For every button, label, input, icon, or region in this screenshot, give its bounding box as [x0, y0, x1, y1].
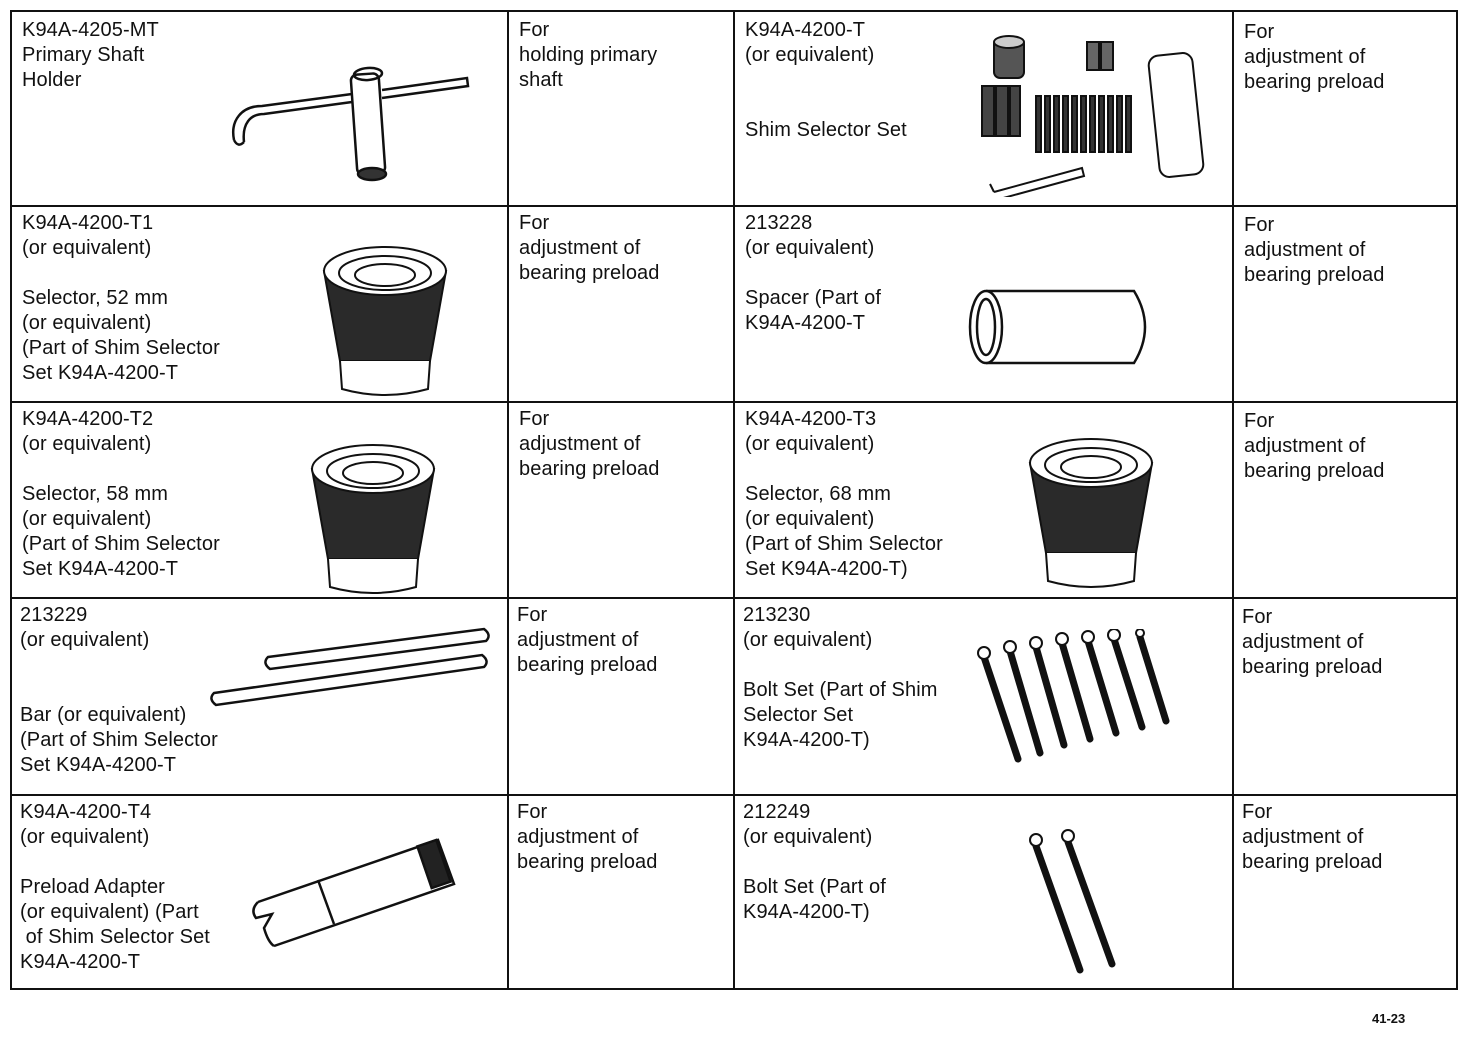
purpose-line: bearing preload [1242, 851, 1383, 873]
purpose-line: For [1244, 21, 1275, 43]
part-description-line: (or equivalent) [745, 508, 875, 530]
part-description-line: Set K94A-4200-T [22, 558, 179, 580]
part-description-line: of Shim Selector Set [20, 926, 210, 948]
part-number: K94A-4200-T1 [22, 212, 154, 234]
part-number: K94A-4200-T4 [20, 801, 152, 823]
part-description-line: (or equivalent) [20, 826, 150, 848]
purpose-line: adjustment of [517, 826, 639, 848]
purpose-line: For [517, 604, 548, 626]
part-description-line: (or equivalent) [22, 433, 152, 455]
part-description-line: K94A-4200-T [20, 951, 141, 973]
purpose-line: adjustment of [1242, 826, 1364, 848]
part-description-line: Selector, 68 mm [745, 483, 892, 505]
part-description-line: Selector, 52 mm [22, 287, 169, 309]
part-description-line: Set K94A-4200-T [20, 754, 177, 776]
shaft-holder-tool-icon [222, 50, 482, 190]
part-description-line: Holder [22, 69, 82, 91]
bar-pair-icon [206, 619, 496, 709]
part-description-line: Preload Adapter [20, 876, 165, 898]
part-description-line: K94A-4200-T [745, 312, 866, 334]
part-description-line: Spacer (Part of [745, 287, 882, 309]
part-description-line: Selector Set [743, 704, 854, 726]
purpose-line: adjustment of [1244, 46, 1366, 68]
selector-knurled-icon [308, 429, 438, 594]
purpose-line: adjustment of [519, 433, 641, 455]
part-description-line: (or equivalent) [20, 629, 150, 651]
purpose-line: holding primary [519, 44, 658, 66]
purpose-line: For [517, 801, 548, 823]
part-number: 213229 [20, 604, 88, 626]
part-description-line: (or equivalent) [22, 312, 152, 334]
part-description-line: (or equivalent) [22, 237, 152, 259]
part-number: 213228 [745, 212, 813, 234]
purpose-line: For [519, 408, 550, 430]
part-description-line: (or equivalent) [745, 237, 875, 259]
purpose-line: bearing preload [1244, 71, 1385, 93]
part-description-line: K94A-4200-T) [743, 729, 870, 751]
bolt-set-two-icon [1018, 824, 1138, 974]
part-description-line: (or equivalent) [745, 433, 875, 455]
part-description-line: Bar (or equivalent) [20, 704, 187, 726]
purpose-line: bearing preload [519, 458, 660, 480]
part-number: K94A-4200-T2 [22, 408, 154, 430]
selector-knurled-icon [320, 231, 450, 396]
part-description-line: Shim Selector Set [745, 119, 907, 141]
shim-selector-set-icon [972, 32, 1212, 197]
part-description-line: Set K94A-4200-T) [745, 558, 908, 580]
table-row [12, 796, 1456, 988]
purpose-line: For [1242, 801, 1273, 823]
part-description-line: Bolt Set (Part of Shim [743, 679, 938, 701]
purpose-line: adjustment of [517, 629, 639, 651]
part-description-line: Primary Shaft [22, 44, 145, 66]
purpose-line: bearing preload [1244, 460, 1385, 482]
page-number: 41-23 [1372, 1011, 1406, 1026]
table-row [12, 599, 1456, 794]
purpose-line: For [1242, 606, 1273, 628]
part-number: 213230 [743, 604, 811, 626]
part-description-line: (Part of Shim Selector [745, 533, 943, 555]
preload-adapter-icon [248, 832, 478, 952]
purpose-line: adjustment of [1244, 435, 1366, 457]
purpose-line: bearing preload [519, 262, 660, 284]
part-description-line: (Part of Shim Selector [22, 337, 220, 359]
spacer-tube-icon [964, 283, 1164, 373]
part-description-line: (Part of Shim Selector [20, 729, 218, 751]
tool-table [10, 10, 1458, 990]
part-description-line: K94A-4200-T) [743, 901, 870, 923]
part-number: K94A-4205-MT [22, 19, 159, 41]
bolt-set-seven-icon [970, 629, 1220, 769]
purpose-line: shaft [519, 69, 563, 91]
part-description-line: (or equivalent) [745, 44, 875, 66]
purpose-line: bearing preload [1244, 264, 1385, 286]
part-description-line: (or equivalent) [743, 629, 873, 651]
part-description-line: Selector, 58 mm [22, 483, 169, 505]
purpose-line: adjustment of [519, 237, 641, 259]
part-number: K94A-4200-T3 [745, 408, 877, 430]
table-row [12, 12, 1456, 205]
part-number: 212249 [743, 801, 811, 823]
table-row [12, 403, 1456, 597]
purpose-line: For [1244, 214, 1275, 236]
table-row [12, 207, 1456, 401]
purpose-line: For [1244, 410, 1275, 432]
purpose-line: For [519, 212, 550, 234]
part-number: K94A-4200-T [745, 19, 866, 41]
purpose-line: bearing preload [1242, 656, 1383, 678]
part-description-line: (or equivalent) (Part [20, 901, 199, 923]
purpose-line: adjustment of [1244, 239, 1366, 261]
purpose-line: bearing preload [517, 851, 658, 873]
part-description-line: (Part of Shim Selector [22, 533, 220, 555]
purpose-line: For [519, 19, 550, 41]
part-description-line: Bolt Set (Part of [743, 876, 886, 898]
part-description-line: Set K94A-4200-T [22, 362, 179, 384]
part-description-line: (or equivalent) [22, 508, 152, 530]
purpose-line: adjustment of [1242, 631, 1364, 653]
purpose-line: bearing preload [517, 654, 658, 676]
selector-knurled-icon [1026, 423, 1156, 588]
part-description-line: (or equivalent) [743, 826, 873, 848]
